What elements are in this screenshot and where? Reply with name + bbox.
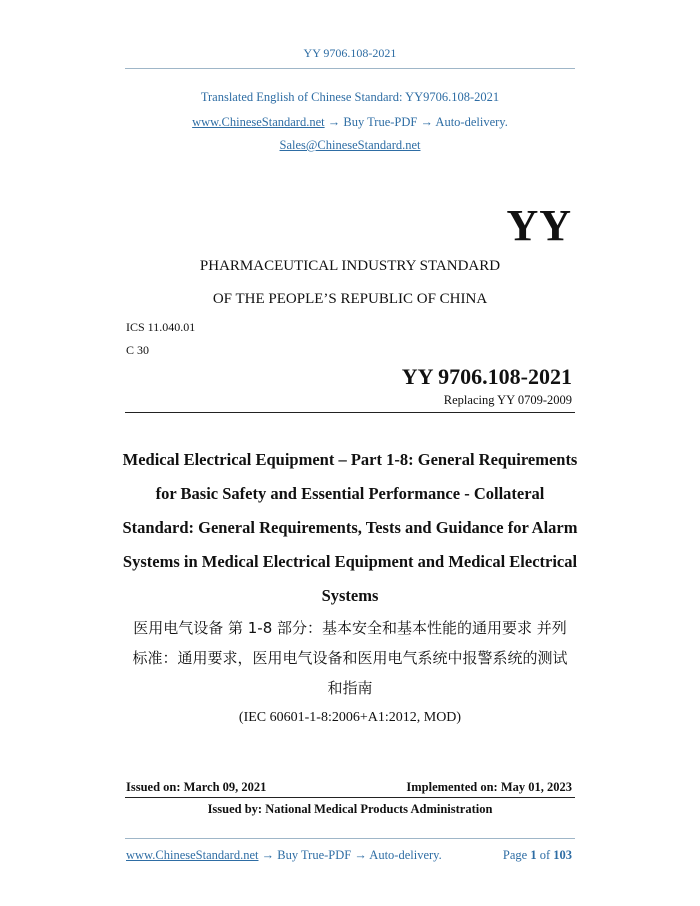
page-total: 103 bbox=[553, 848, 572, 862]
english-title-line: Medical Electrical Equipment – Part 1-8: General Requirements bbox=[122, 450, 578, 469]
issuer-line-1: PHARMACEUTICAL INDUSTRY STANDARD bbox=[199, 258, 501, 274]
footer-divider bbox=[125, 838, 575, 839]
chinese-title-line: 医用电气设备 第 1-8 部分：基本安全和基本性能的通用要求 并列 bbox=[133, 619, 567, 637]
english-title-line: Systems bbox=[321, 586, 379, 605]
standard-number: YY 9706.108-2021 bbox=[401, 364, 572, 389]
iec-reference: (IEC 60601-1-8:2006+A1:2012, MOD) bbox=[238, 710, 462, 725]
english-title-line: Systems in Medical Electrical Equipment and Medical Electrical bbox=[122, 552, 578, 571]
issuer-line-2: OF THE PEOPLE’S REPUBLIC OF CHINA bbox=[212, 291, 488, 307]
ics-code: ICS 11.040.01 bbox=[126, 320, 196, 334]
promo-buy-text: → Buy True-PDF → Auto-delivery. bbox=[324, 115, 508, 129]
footer-buy-line bbox=[126, 848, 442, 863]
title-divider bbox=[125, 412, 575, 413]
sales-email-link[interactable]: Sales@ChineseStandard.net bbox=[279, 138, 421, 152]
english-title-line: for Basic Safety and Essential Performance - Collateral bbox=[155, 484, 545, 503]
chinese-standard-link[interactable]: www.ChineseStandard.net bbox=[192, 115, 325, 129]
footer-site-link[interactable]: www.ChineseStandard.net bbox=[126, 848, 259, 862]
page-number: 1 bbox=[530, 848, 537, 862]
header-divider bbox=[125, 68, 575, 69]
page-label: Page bbox=[502, 848, 528, 862]
implemented-date: Implemented on: May 01, 2023 bbox=[406, 780, 572, 794]
dates-divider bbox=[125, 797, 575, 798]
header-standard-code: YY 9706.108-2021 bbox=[303, 46, 397, 60]
promo-email-line bbox=[0, 138, 700, 153]
promo-buy-line bbox=[0, 115, 700, 130]
issued-date: Issued on: March 09, 2021 bbox=[126, 780, 267, 794]
of-label: of bbox=[539, 848, 551, 862]
english-title bbox=[110, 443, 590, 613]
chinese-title bbox=[110, 613, 590, 703]
promo-translation-line: Translated English of Chinese Standard: YY9706.108-2021 bbox=[200, 90, 500, 104]
standard-mark: YY bbox=[506, 201, 572, 250]
ccs-code: C 30 bbox=[126, 343, 150, 357]
issued-by: Issued by: National Medical Products Administration bbox=[207, 802, 493, 816]
replacing-note: Replacing YY 0709-2009 bbox=[443, 393, 572, 407]
chinese-title-line: 和指南 bbox=[327, 679, 373, 697]
page-indicator bbox=[503, 848, 572, 863]
english-title-line: Standard: General Requirements, Tests and Guidance for Alarm bbox=[122, 518, 578, 537]
chinese-title-line: 标准：通用要求，医用电气设备和医用电气系统中报警系统的测试 bbox=[132, 649, 568, 667]
footer-buy-text: → Buy True-PDF → Auto-delivery. bbox=[258, 848, 442, 862]
